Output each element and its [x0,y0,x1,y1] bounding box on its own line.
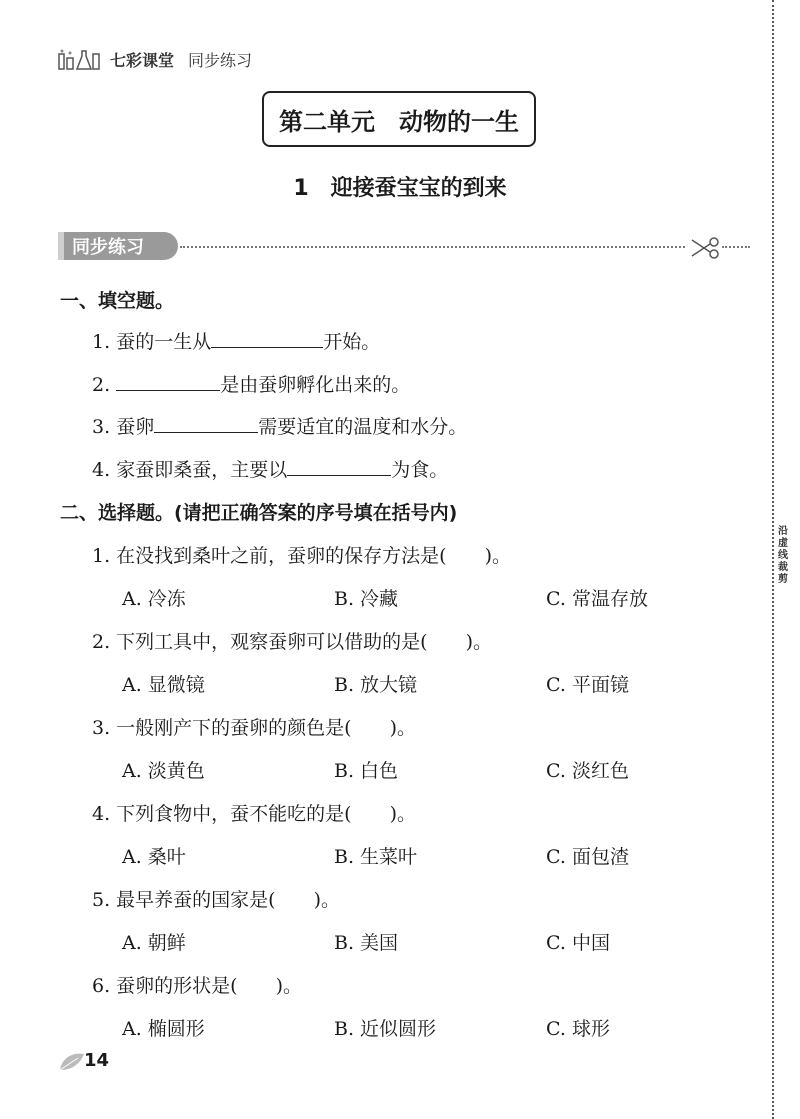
item-number: 3. [92,416,111,438]
fill-item [92,370,410,397]
cut-dotted-line [772,0,774,1119]
choice-question: 4. 下列食物中，蚕不能吃的是( )。 [92,803,416,825]
lab-flask-icon [58,48,102,70]
choice-option[interactable]: A. 桑叶 [122,846,186,868]
item-text: 开始。 [323,331,381,353]
answer-blank[interactable] [116,372,220,391]
fill-item [92,412,467,439]
choice-option[interactable]: C. 平面镜 [546,674,629,696]
choice-option[interactable]: C. 常温存放 [546,588,648,610]
choice-question: 6. 蚕卵的形状是( )。 [92,975,302,997]
choice-heading: 二、选择题。(请把正确答案的序号填在括号内) [60,502,458,524]
unit-title: 第二单元 动物的一生 [262,91,536,147]
item-text: 蚕卵 [116,416,155,438]
choice-option[interactable]: B. 冷藏 [334,588,399,610]
answer-blank[interactable] [154,414,258,433]
choice-option[interactable]: C. 中国 [546,932,610,954]
choice-option[interactable]: A. 冷冻 [122,588,186,610]
choice-option[interactable]: B. 放大镜 [334,674,418,696]
choice-option[interactable]: B. 美国 [334,932,399,954]
item-text: 家蚕即桑蚕，主要以 [116,459,288,481]
item-number: 1. [92,331,111,353]
choice-option[interactable]: A. 椭圆形 [122,1018,205,1040]
item-text: 需要适宜的温度和水分。 [258,416,468,438]
brand-subtitle: 同步练习 [188,50,253,70]
item-number: 2. [92,374,111,396]
fill-item [92,455,448,482]
section-tab-label: 同步练习 [72,237,144,258]
choice-option[interactable]: B. 白色 [334,760,399,782]
section-divider [180,246,685,248]
choice-question: 3. 一般刚产下的蚕卵的颜色是( )。 [92,717,416,739]
item-text: 蚕的一生从 [116,331,212,353]
choice-option[interactable]: C. 面包渣 [546,846,629,868]
item-text: 是由蚕卵孵化出来的。 [220,374,411,396]
choice-option[interactable]: A. 朝鲜 [122,932,186,954]
cut-label: 沿虚线裁剪 [778,526,788,585]
section-divider-end [722,246,750,248]
brand-name: 七彩课堂 [110,50,175,70]
lesson-title: 1 迎接蚕宝宝的到来 [293,176,507,201]
choice-question: 2. 下列工具中，观察蚕卵可以借助的是( )。 [92,631,492,653]
choice-option[interactable]: C. 球形 [546,1018,610,1040]
choice-option[interactable]: A. 淡黄色 [122,760,205,782]
header [58,46,252,72]
fill-heading: 一、填空题。 [60,290,175,312]
answer-blank[interactable] [211,329,323,348]
choice-question: 5. 最早养蚕的国家是( )。 [92,889,340,911]
choice-question: 1. 在没找到桑叶之前，蚕卵的保存方法是( )。 [92,545,511,567]
choice-option[interactable]: C. 淡红色 [546,760,629,782]
choice-option[interactable]: B. 生菜叶 [334,846,418,868]
choice-option[interactable]: A. 显微镜 [122,674,205,696]
page-number: 14 [84,1050,110,1071]
item-text: 为食。 [391,459,449,481]
fill-item [92,327,380,354]
answer-blank[interactable] [287,457,391,476]
section-tab [58,232,178,260]
choice-option[interactable]: B. 近似圆形 [334,1018,437,1040]
item-number: 4. [92,459,111,481]
scissors-icon [690,236,720,260]
